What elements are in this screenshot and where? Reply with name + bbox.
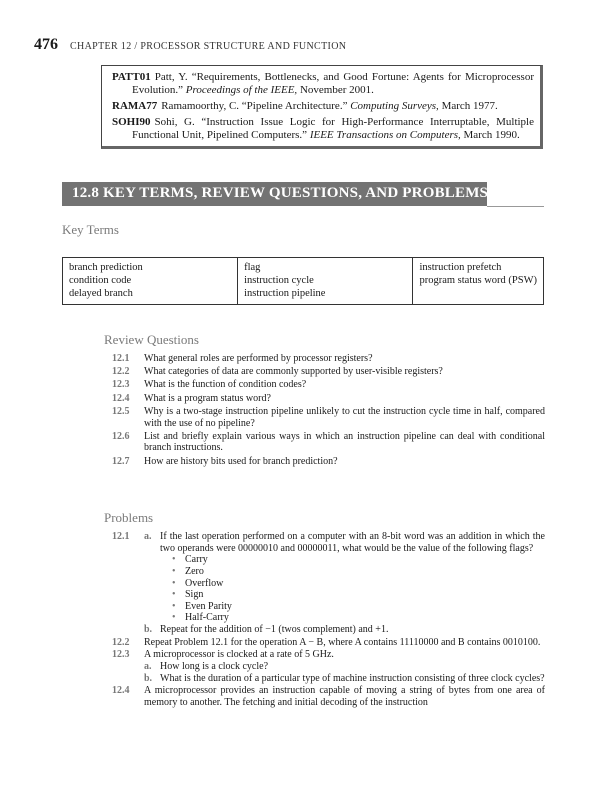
problem-part [144, 624, 545, 636]
question-text: What is the function of condition codes? [144, 379, 307, 391]
key-term: branch prediction [69, 262, 143, 273]
flag-item [172, 589, 545, 601]
flag-item [172, 612, 545, 624]
flag-item [172, 578, 545, 590]
reference-entry [112, 71, 534, 97]
review-questions-heading: Review Questions [104, 332, 199, 347]
reference-text: Patt, Y. “Requirements, Bottlenecks, and Good Fortune: Agents for Microprocessor Evolution.” [132, 71, 534, 96]
problems-list [105, 531, 545, 710]
problem-text: Repeat Problem 12.1 for the operation A − B, where A contains 11110000 and B contains 0010100. [144, 636, 541, 648]
part-text: What is the duration of a particular type of machine instruction consisting of three clock cycles? [160, 672, 545, 684]
page-number: 476 [34, 36, 58, 53]
part-label: a. [144, 661, 152, 673]
key-terms-table [62, 257, 544, 305]
reference-source: Proceedings of the IEEE, [185, 84, 298, 96]
part-label: b. [144, 623, 153, 635]
flag-item [172, 554, 545, 566]
problem-part [144, 673, 545, 685]
question-number: 12.2 [112, 366, 130, 378]
reference-date: March 1977. [438, 100, 498, 112]
reference-tag: PATT01 [112, 71, 151, 83]
question-text: List and briefly explain various ways in which an instruction pipeline can deal with conditional branch instructions. [144, 430, 545, 454]
key-term: delayed branch [69, 288, 133, 299]
problem [105, 649, 545, 684]
reference-entry [112, 100, 534, 113]
bullet-icon: • [172, 566, 176, 577]
flag-name: Overflow [185, 577, 224, 589]
question-text: What general roles are performed by processor registers? [144, 353, 373, 364]
problem-text: A microprocessor provides an instruction capable of moving a string of bytes from one area of memory to another. The fetching and initial decoding of the instruction [144, 685, 545, 709]
key-term: instruction pipeline [244, 288, 326, 299]
running-header [34, 36, 346, 54]
review-question [105, 406, 545, 429]
part-text: If the last operation performed on a computer with an 8-bit word was an addition in which the two operands were 00000010 and 00000011, what would be the value of the following flags? [160, 531, 545, 554]
question-number: 12.5 [112, 405, 130, 417]
flag-item [172, 566, 545, 578]
bullet-icon: • [172, 554, 176, 566]
question-number: 12.4 [112, 392, 130, 404]
problem-number: 12.2 [112, 636, 130, 648]
problem-part [144, 531, 545, 624]
reference-date: March 1990. [460, 129, 520, 141]
review-question [105, 456, 545, 468]
key-term: condition code [69, 275, 132, 286]
flag-list [160, 554, 545, 624]
problem [105, 531, 545, 636]
question-number: 12.7 [112, 455, 130, 467]
reference-tag: RAMA77 [112, 100, 158, 112]
question-text: What categories of data are commonly supported by user-visible registers? [144, 366, 443, 378]
bullet-icon: • [172, 600, 176, 612]
question-text: How are history bits used for branch prediction? [144, 455, 338, 467]
reference-entry [112, 116, 534, 142]
question-text: Why is a two-stage instruction pipeline unlikely to cut the instruction cycle time in half, compared with the use of no pipeline? [144, 405, 545, 429]
section-rule [487, 206, 544, 207]
flag-item [172, 601, 545, 613]
review-questions-list [105, 353, 545, 469]
section-heading: 12.8 KEY TERMS, REVIEW QUESTIONS, AND PROBLEMS [62, 182, 487, 206]
part-label: b. [144, 672, 153, 684]
review-question [105, 353, 545, 365]
review-question [105, 393, 545, 405]
problem [105, 685, 545, 708]
problem-number: 12.1 [112, 531, 130, 542]
references-box [101, 65, 543, 149]
key-terms-column [238, 258, 413, 305]
flag-name: Zero [185, 566, 204, 577]
review-question [105, 366, 545, 378]
flag-name: Carry [185, 554, 208, 566]
key-term: instruction prefetch [419, 262, 502, 273]
bullet-icon: • [172, 577, 176, 589]
key-term: instruction cycle [244, 275, 314, 286]
flag-name: Even Parity [185, 600, 232, 612]
reference-source: IEEE Transactions on Computers, [309, 129, 461, 141]
problem [105, 637, 545, 649]
problem-number: 12.4 [112, 685, 130, 697]
question-number: 12.3 [112, 379, 130, 391]
part-text: Repeat for the addition of −1 (twos complement) and +1. [160, 623, 389, 635]
reference-source: Computing Surveys, [350, 100, 439, 112]
problem-text: A microprocessor is clocked at a rate of 5 GHz. [144, 649, 334, 661]
part-text: How long is a clock cycle? [160, 661, 269, 673]
problem-number: 12.3 [112, 649, 130, 661]
chapter-title: CHAPTER 12 / PROCESSOR STRUCTURE AND FUNCTION [70, 41, 347, 52]
reference-date: November 2001. [297, 84, 374, 96]
flag-name: Sign [185, 589, 204, 601]
question-number: 12.6 [112, 430, 130, 442]
problem-part [144, 661, 545, 673]
reference-text: Sohi, G. “Instruction Issue Logic for High-Performance Interruptable, Multiple Functional Unit, Pipelined Computers.” [132, 116, 534, 141]
key-terms-heading: Key Terms [62, 222, 119, 237]
bullet-icon: • [172, 589, 176, 601]
bullet-icon: • [172, 612, 176, 624]
key-term: program status word (PSW) [419, 275, 537, 286]
problems-heading: Problems [104, 510, 154, 525]
flag-name: Half-Carry [185, 612, 229, 624]
reference-text: Ramamoorthy, C. “Pipeline Architecture.” [161, 100, 351, 112]
question-number: 12.1 [112, 353, 130, 364]
key-term: flag [244, 262, 261, 273]
question-text: What is a program status word? [144, 392, 271, 404]
review-question [105, 379, 545, 391]
reference-tag: SOHI90 [112, 116, 151, 128]
key-terms-column [413, 258, 544, 305]
key-terms-column [63, 258, 238, 305]
review-question [105, 431, 545, 454]
part-label: a. [144, 531, 152, 542]
